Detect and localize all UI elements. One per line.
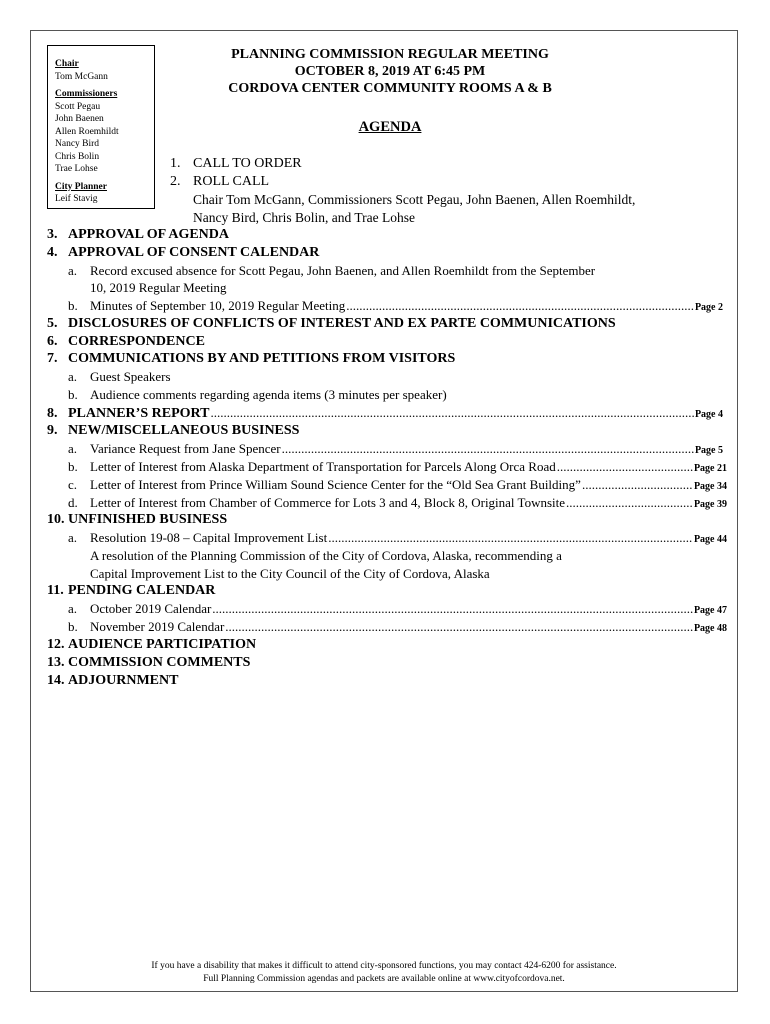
roll-call-detail: Chair Tom McGann, Commissioners Scott Pegau, John Baenen, Allen Roemhildt, — [193, 192, 636, 207]
roll-call-detail: Nancy Bird, Chris Bolin, and Trae Lohse — [193, 210, 415, 225]
page-reference: Page 48 — [693, 623, 727, 634]
chair-name: Tom McGann — [55, 71, 108, 82]
meeting-header — [170, 46, 610, 97]
agenda-item-4b: b. Minutes of September 10, 2019 Regular Meeting ..... Page 2 — [68, 297, 723, 316]
dot-leader — [557, 458, 693, 475]
commissioner-name: Nancy Bird — [55, 139, 100, 149]
agenda-item-5: 5. DISCLOSURES OF CONFLICTS OF INTEREST AND EX PARTE COMMUNICATIONS — [47, 316, 616, 331]
resolution-description: A resolution of the Planning Commission of the City of Cordova, Alaska, recommending a — [90, 548, 562, 563]
dot-leader — [212, 600, 693, 617]
page-reference: Page 4 — [694, 409, 723, 420]
dot-leader — [566, 494, 693, 511]
agenda-item-6: 6. CORRESPONDENCE — [47, 334, 205, 349]
commissioner-name: Trae Lohse — [55, 164, 98, 174]
dot-leader — [282, 440, 694, 457]
agenda-item-11b: b. November 2019 Calendar ..... Page 48 — [68, 618, 727, 637]
dot-leader — [210, 404, 693, 421]
meeting-title: PLANNING COMMISSION REGULAR MEETING — [231, 47, 549, 62]
agenda-item-12: 12. AUDIENCE PARTICIPATION — [47, 637, 257, 652]
agenda-title: AGENDA — [358, 119, 422, 135]
agenda-item-14: 14. ADJOURNMENT — [47, 673, 179, 688]
page-reference: Page 39 — [693, 499, 727, 510]
commissioner-name: Chris Bolin — [55, 151, 100, 162]
agenda-item-9d: d. Letter of Interest from Chamber of Commerce for Lots 3 and 4, Block 8, Original Townsite ..... Page 39 — [68, 494, 727, 513]
meeting-date: OCTOBER 8, 2019 AT 6:45 PM — [294, 64, 486, 79]
agenda-item-10a: a. Resolution 19-08 – Capital Improvement List ..... Page 44 — [68, 529, 727, 548]
agenda-item-9: 9. NEW/MISCELLANEOUS BUSINESS — [47, 423, 300, 438]
commission-roster-box — [47, 45, 155, 209]
page-reference: Page 47 — [693, 605, 727, 616]
page-reference: Page 44 — [693, 534, 727, 545]
commissioner-name: John Baenen — [55, 114, 104, 124]
agenda-item-9b: b. Letter of Interest from Alaska Department of Transportation for Parcels Along Orca Road ..... Page 21 — [68, 458, 727, 477]
agenda-item-9c: c. Letter of Interest from Prince William Sound Science Center for the “Old Sea Grant Building” ..... Page 34 — [68, 476, 727, 495]
page-reference: Page 21 — [693, 463, 727, 474]
agenda-item-11a: a. October 2019 Calendar ..... Page 47 — [68, 600, 727, 619]
accessibility-notice: If you have a disability that makes it difficult to attend city-sponsored functions, you may contact 424-6200 for assistance. — [151, 961, 617, 971]
agenda-item-7a: a. Guest Speakers — [68, 369, 171, 384]
resolution-description: Capital Improvement List to the City Council of the City of Cordova, Alaska — [90, 566, 490, 581]
agenda-item-13: 13. COMMISSION COMMENTS — [47, 655, 251, 670]
agenda-item-11: 11. PENDING CALENDAR — [47, 583, 216, 598]
agenda-item-1: 1. CALL TO ORDER — [170, 156, 302, 171]
agenda-item-9a: a. Variance Request from Jane Spencer ..... Page 5 — [68, 440, 723, 459]
page-reference: Page 34 — [693, 481, 727, 492]
page-reference: Page 2 — [694, 302, 723, 313]
agenda-item-7b: b. Audience comments regarding agenda items (3 minutes per speaker) — [68, 387, 447, 402]
page-reference: Page 5 — [694, 445, 723, 456]
agenda-item-7: 7. COMMUNICATIONS BY AND PETITIONS FROM VISITORS — [47, 351, 456, 366]
agenda-item-2: 2. ROLL CALL — [170, 174, 270, 189]
dot-leader — [582, 476, 693, 493]
dot-leader — [346, 297, 694, 314]
website-notice: Full Planning Commission agendas and packets are available online at www.cityofcordova.net. — [203, 974, 565, 984]
agenda-item-4a-cont: 10, 2019 Regular Meeting — [90, 280, 227, 295]
footer-notice — [30, 960, 738, 986]
agenda-item-4: 4. APPROVAL OF CONSENT CALENDAR — [47, 245, 320, 260]
dot-leader — [225, 618, 693, 635]
agenda-item-3: 3. APPROVAL OF AGENDA — [47, 227, 230, 242]
planner-name: Leif Stavig — [55, 194, 98, 204]
commissioner-name: Scott Pegau — [55, 101, 101, 112]
dot-leader — [328, 529, 693, 546]
agenda-item-8: 8. PLANNER’S REPORT ..... Page 4 — [47, 404, 723, 423]
meeting-location: CORDOVA CENTER COMMUNITY ROOMS A & B — [228, 81, 552, 96]
agenda-item-10: 10. UNFINISHED BUSINESS — [47, 512, 228, 527]
commissioner-name: Allen Roemhildt — [55, 126, 119, 137]
planner-heading: City Planner — [55, 181, 107, 192]
agenda-item-4a: a. Record excused absence for Scott Pegau, John Baenen, and Allen Roemhildt from the September — [68, 263, 596, 278]
commissioners-heading: Commissioners — [55, 89, 118, 99]
chair-heading: Chair — [55, 59, 79, 69]
